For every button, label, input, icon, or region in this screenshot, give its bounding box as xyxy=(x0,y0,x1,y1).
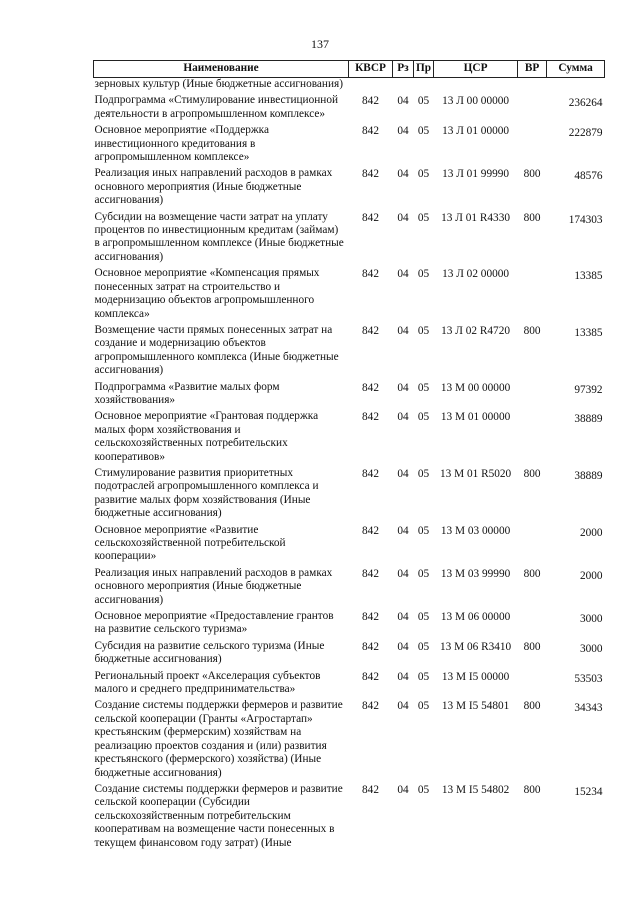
section-code: 04 xyxy=(397,670,409,683)
section-code: 04 xyxy=(397,640,409,653)
kvsr-code: 842 xyxy=(362,324,379,337)
table-row xyxy=(94,640,605,670)
table-row xyxy=(94,783,605,853)
target-article-code: 13 М 06 00000 xyxy=(440,611,511,624)
kvsr-code xyxy=(349,78,393,95)
header-kvsr: КВСР xyxy=(349,61,393,78)
section-code: 04 xyxy=(397,268,409,281)
item-name: зерновых культур (Иные бюджетные ассигнования) xyxy=(94,78,343,90)
kvsr-code: 842 xyxy=(362,783,379,796)
amount: 222879 xyxy=(568,127,603,140)
table-row xyxy=(94,567,605,610)
table-row xyxy=(94,610,605,640)
table-row xyxy=(94,267,605,324)
section-code: 04 xyxy=(397,125,409,138)
target-article-code: 13 М I5 00000 xyxy=(441,670,510,683)
expense-type-code: 800 xyxy=(523,640,541,653)
item-name: Региональный проект «Акселерация субъектов малого и среднего предпринимательства» xyxy=(94,669,321,696)
budget-table xyxy=(93,60,605,853)
subsection-code: 05 xyxy=(417,567,430,580)
header-rz: Рз xyxy=(393,61,414,78)
item-name: Субсидии на возмещение части затрат на уплату процентов по инвестиционным кредитам (займам) в агропромышленном комплексе (Иные бюджетные ассигнования) xyxy=(94,210,344,263)
subsection-code: 05 xyxy=(417,125,430,138)
subsection-code: 05 xyxy=(417,411,430,424)
amount: 2000 xyxy=(579,526,603,539)
subsection-code: 05 xyxy=(417,95,430,108)
target-article-code: 13 М 06 R3410 xyxy=(439,640,512,653)
kvsr-code: 842 xyxy=(362,670,379,683)
target-article-code: 13 Л 00 00000 xyxy=(442,95,510,108)
section-code: 04 xyxy=(397,324,409,337)
expense-type-code: 800 xyxy=(523,324,541,337)
item-name: Создание системы поддержки фермеров и развитие сельской кооперации (Гранты «Агростартап» крестьянским (фермерским) хозяйствам на реализацию проектов создания и (или) развития крестьянского (фермерского) хозяйства) (Иные бюджетные ассигнования) xyxy=(94,699,343,779)
amount: 174303 xyxy=(568,213,603,226)
kvsr-code: 842 xyxy=(362,95,379,108)
kvsr-code: 842 xyxy=(362,381,379,394)
subsection-code: 05 xyxy=(417,640,430,653)
amount: 236264 xyxy=(568,97,603,110)
item-name: Создание системы поддержки фермеров и развитие сельской кооперации (Субсидии сельскохозяйственным потребительским кооперативам на возмещение части понесенных в текущем финансовом году затрат) (Иные xyxy=(94,782,343,849)
kvsr-code: 842 xyxy=(362,640,379,653)
target-article-code: 13 Л 02 00000 xyxy=(442,268,510,281)
target-article-code: 13 Л 01 99990 xyxy=(442,168,510,181)
subsection-code: 05 xyxy=(417,324,430,337)
table-row xyxy=(94,167,605,210)
expense-type-code xyxy=(518,381,547,411)
section-code: 04 xyxy=(397,95,409,108)
section-code: 04 xyxy=(397,467,409,480)
amount: 3000 xyxy=(579,613,603,626)
item-name: Основное мероприятие «Предоставление грантов на развитие сельского туризма» xyxy=(94,610,334,636)
section-code: 04 xyxy=(397,524,409,537)
item-name: Реализация иных направлений расходов в рамках основного мероприятия (Иные бюджетные ассигнования) xyxy=(94,566,333,606)
item-name: Субсидия на развитие сельского туризма (Иные бюджетные ассигнования) xyxy=(94,639,325,666)
subsection-code: 05 xyxy=(417,211,430,224)
item-name: Основное мероприятие «Развитие сельскохозяйственной потребительской кооперации» xyxy=(94,523,286,563)
amount xyxy=(547,78,605,95)
section-code: 04 xyxy=(397,411,409,424)
table-row xyxy=(94,410,605,467)
expense-type-code: 800 xyxy=(523,567,541,580)
section-code: 04 xyxy=(397,211,409,224)
target-article-code: 13 Л 01 00000 xyxy=(442,125,510,138)
amount: 53503 xyxy=(574,672,603,685)
kvsr-code: 842 xyxy=(362,524,379,537)
header-sum: Сумма xyxy=(547,61,605,78)
table-row xyxy=(94,467,605,524)
kvsr-code: 842 xyxy=(362,268,379,281)
header-csr: ЦСР xyxy=(434,61,518,78)
expense-type-code: 800 xyxy=(523,467,541,480)
expense-type-code xyxy=(518,410,547,467)
section-code: 04 xyxy=(397,700,409,713)
amount: 38889 xyxy=(574,469,603,482)
header-pr: Пр xyxy=(414,61,434,78)
subsection-code: 05 xyxy=(417,268,430,281)
subsection-code: 05 xyxy=(417,700,430,713)
kvsr-code: 842 xyxy=(362,411,379,424)
expense-type-code: 800 xyxy=(523,783,541,796)
target-article-code: 13 М 01 00000 xyxy=(440,411,511,424)
amount: 13385 xyxy=(574,326,603,339)
expense-type-code xyxy=(518,124,547,167)
subsection-code: 05 xyxy=(417,467,430,480)
target-article-code: 13 Л 02 R4720 xyxy=(441,324,510,337)
section-code xyxy=(393,78,414,95)
header-vr: ВР xyxy=(518,61,547,78)
amount: 13385 xyxy=(574,270,603,283)
amount: 34343 xyxy=(574,702,603,715)
section-code: 04 xyxy=(397,611,409,624)
table-row xyxy=(94,381,605,411)
target-article-code: 13 М I5 54801 xyxy=(441,700,510,713)
section-code: 04 xyxy=(397,168,409,181)
expense-type-code: 800 xyxy=(523,168,541,181)
target-article-code: 13 М 03 99990 xyxy=(440,567,511,580)
expense-type-code: 800 xyxy=(523,211,541,224)
expense-type-code xyxy=(518,78,547,95)
item-name: Реализация иных направлений расходов в рамках основного мероприятия (Иные бюджетные ассигнования) xyxy=(94,167,333,207)
section-code: 04 xyxy=(397,381,409,394)
item-name: Подпрограмма «Развитие малых форм хозяйствования» xyxy=(94,380,280,406)
table-row xyxy=(94,524,605,567)
expense-type-code xyxy=(518,670,547,700)
item-name: Основное мероприятие «Грантовая поддержка малых форм хозяйствования и сельскохозяйственных потребительских кооперативов» xyxy=(94,410,319,463)
table-header-row xyxy=(94,61,605,78)
table-row xyxy=(94,78,605,95)
subsection-code: 05 xyxy=(417,524,430,537)
table-body xyxy=(94,78,605,853)
table-row xyxy=(94,211,605,268)
subsection-code: 05 xyxy=(417,168,430,181)
expense-type-code xyxy=(518,610,547,640)
kvsr-code: 842 xyxy=(362,611,379,624)
table-row xyxy=(94,94,605,124)
target-article-code: 13 М I5 54802 xyxy=(441,783,510,796)
kvsr-code: 842 xyxy=(362,567,379,580)
item-name: Основное мероприятие «Компенсация прямых понесенных затрат на строительство и модернизацию объектов агропромышленного комплекса» xyxy=(94,267,320,320)
subsection-code: 05 xyxy=(417,611,430,624)
table-row xyxy=(94,124,605,167)
table-row xyxy=(94,699,605,782)
header-name: Наименование xyxy=(94,61,349,78)
amount: 48576 xyxy=(574,170,603,183)
amount: 3000 xyxy=(579,642,603,655)
kvsr-code: 842 xyxy=(362,168,379,181)
target-article-code: 13 Л 01 R4330 xyxy=(441,211,510,224)
table-row xyxy=(94,670,605,700)
kvsr-code: 842 xyxy=(362,467,379,480)
amount: 38889 xyxy=(574,413,603,426)
amount: 2000 xyxy=(579,569,603,582)
section-code: 04 xyxy=(397,567,409,580)
item-name: Стимулирование развития приоритетных подотраслей агропромышленного комплекса и развитие малых форм хозяйствования (Иные бюджетные ассигнования) xyxy=(94,466,319,520)
page-number: 137 xyxy=(311,37,329,51)
expense-type-code xyxy=(518,267,547,324)
item-name: Подпрограмма «Стимулирование инвестиционной деятельности в агропромышленном комплексе» xyxy=(94,94,339,120)
target-article-code: 13 М 03 00000 xyxy=(440,524,511,537)
section-code: 04 xyxy=(397,783,409,796)
subsection-code: 05 xyxy=(417,783,430,796)
kvsr-code: 842 xyxy=(362,700,379,713)
target-article-code: 13 М 00 00000 xyxy=(440,381,511,394)
kvsr-code: 842 xyxy=(362,211,379,224)
target-article-code: 13 М 01 R5020 xyxy=(439,467,512,480)
target-article-code xyxy=(434,78,518,95)
item-name: Основное мероприятие «Поддержка инвестиционного кредитования в агропромышленном комплексе» xyxy=(94,124,270,164)
table-row xyxy=(94,324,605,381)
expense-type-code: 800 xyxy=(523,700,541,713)
amount: 97392 xyxy=(574,383,603,396)
subsection-code: 05 xyxy=(417,670,430,683)
kvsr-code: 842 xyxy=(362,125,379,138)
subsection-code: 05 xyxy=(417,381,430,394)
subsection-code xyxy=(414,78,434,95)
item-name: Возмещение части прямых понесенных затрат на создание и модернизацию объектов агропромышленного комплекса (Иные бюджетные ассигнования) xyxy=(94,323,339,377)
amount: 15234 xyxy=(574,785,603,798)
expense-type-code xyxy=(518,94,547,124)
expense-type-code xyxy=(518,524,547,567)
